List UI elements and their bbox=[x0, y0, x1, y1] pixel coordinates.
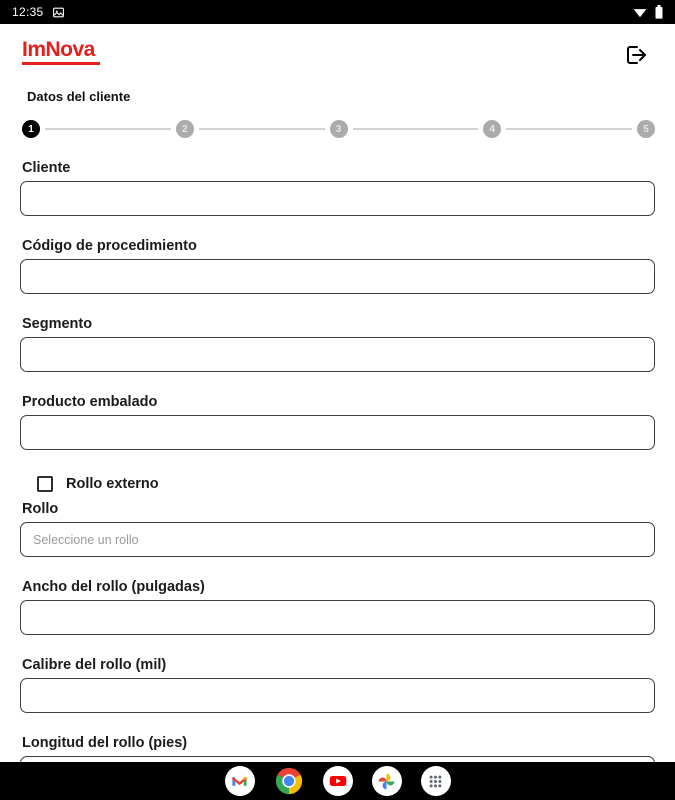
cliente-label: Cliente bbox=[22, 160, 71, 176]
rollo-externo-label: Rollo externo bbox=[66, 476, 159, 492]
youtube-icon[interactable] bbox=[323, 766, 353, 796]
rollo-externo-row bbox=[37, 476, 675, 492]
calibre-rollo-label: Calibre del rollo (mil) bbox=[22, 657, 167, 673]
longitud-rollo-label: Longitud del rollo (pies) bbox=[22, 735, 188, 751]
step-2[interactable]: 2 bbox=[176, 120, 194, 138]
step-connector bbox=[353, 128, 479, 130]
step-connector bbox=[45, 128, 171, 130]
codigo-procedimiento-input[interactable] bbox=[20, 259, 655, 294]
chrome-icon[interactable] bbox=[274, 766, 304, 796]
cliente-input[interactable] bbox=[20, 181, 655, 216]
logo-text: ImNova bbox=[22, 38, 95, 61]
ancho-rollo-label: Ancho del rollo (pulgadas) bbox=[22, 579, 205, 595]
step-5[interactable]: 5 bbox=[637, 120, 655, 138]
rollo-select-input[interactable] bbox=[20, 522, 655, 557]
client-form bbox=[0, 160, 675, 791]
logout-icon bbox=[623, 43, 649, 67]
logo-underline bbox=[22, 62, 100, 65]
rollo-label: Rollo bbox=[22, 501, 59, 517]
ancho-rollo-input[interactable] bbox=[20, 600, 655, 635]
app-logo bbox=[22, 39, 100, 65]
step-1[interactable]: 1 bbox=[22, 120, 40, 138]
segmento-label: Segmento bbox=[22, 316, 93, 332]
stepper bbox=[22, 120, 655, 138]
clock: 12:35 bbox=[12, 5, 44, 19]
codigo-procedimiento-label: Código de procedimiento bbox=[22, 238, 197, 254]
calibre-rollo-input[interactable] bbox=[20, 678, 655, 713]
gmail-icon[interactable] bbox=[225, 766, 255, 796]
step-3[interactable]: 3 bbox=[330, 120, 348, 138]
segmento-input[interactable] bbox=[20, 337, 655, 372]
page-title: Datos del cliente bbox=[27, 89, 131, 104]
status-bar bbox=[0, 0, 675, 24]
app-drawer-icon[interactable] bbox=[421, 766, 451, 796]
dock bbox=[0, 762, 675, 800]
battery-icon bbox=[655, 5, 663, 19]
app-header bbox=[0, 24, 675, 69]
producto-embalado-label: Producto embalado bbox=[22, 394, 158, 410]
wifi-icon bbox=[633, 6, 647, 18]
step-4[interactable]: 4 bbox=[483, 120, 501, 138]
photos-icon[interactable] bbox=[372, 766, 402, 796]
producto-embalado-input[interactable] bbox=[20, 415, 655, 450]
step-connector bbox=[199, 128, 325, 130]
step-connector bbox=[506, 128, 632, 130]
logout-button[interactable] bbox=[621, 41, 651, 69]
screenshot-notification-icon bbox=[52, 6, 65, 19]
rollo-externo-checkbox[interactable] bbox=[37, 476, 53, 492]
